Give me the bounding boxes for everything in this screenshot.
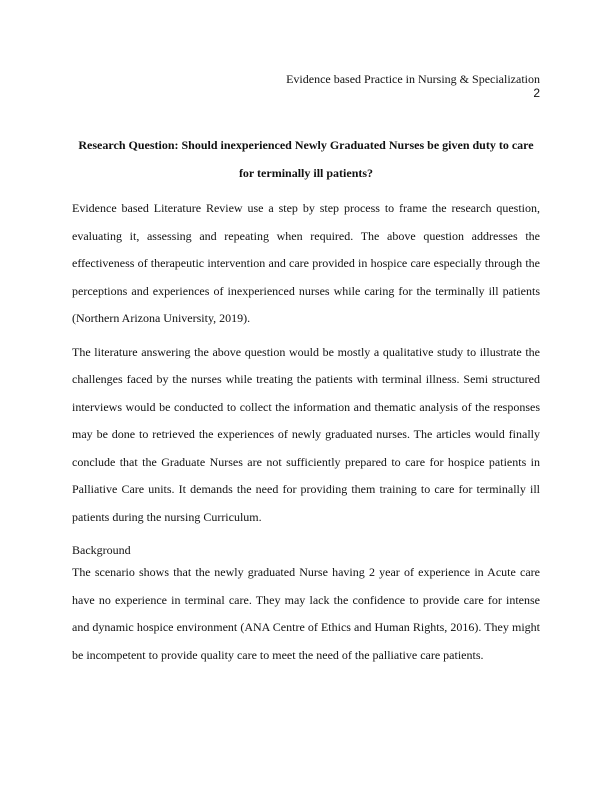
paragraph-background: The scenario shows that the newly graduated Nurse having 2 year of experience in Acute care have no experience in terminal care. They may lack the confidence to provide care for intense and dynamic hospice environment (ANA Centre of Ethics and Human Rights, 2016). They might be incompetent to provide quality care to meet the need of the palliative care patients.	[72, 565, 540, 662]
document-body	[72, 131, 540, 675]
page-number: 2	[533, 86, 540, 100]
running-title: Evidence based Practice in Nursing & Specialization	[286, 72, 540, 86]
paragraph-literature-review: Evidence based Literature Review use a step by step process to frame the research question, evaluating it, assessing and repeating when required. The above question addresses the effectiveness of therapeutic intervention and care provided in hospice care especially through the perceptions and experiences of inexperienced nurses while caring for the terminally ill patients (Northern Arizona University, 2019).	[72, 201, 540, 325]
background-heading: Background	[72, 543, 131, 557]
research-question-title: Research Question: Should inexperienced Newly Graduated Nurses be given duty to care for terminally ill patients?	[78, 138, 534, 180]
paragraph-qualitative-study: The literature answering the above question would be mostly a qualitative study to illustrate the challenges faced by the nurses while treating the patients with terminal illness. Semi structured interviews would be conducted to collect the information and thematic analysis of the responses may be done to retrieved the experiences of newly graduated nurses. The articles would finally conclude that the Graduate Nurses are not sufficiently prepared to care for hospice patients in Palliative Care units. It demands the need for providing them training to care for terminally ill patients during the nursing Curriculum.	[72, 344, 540, 524]
running-header	[286, 72, 540, 100]
